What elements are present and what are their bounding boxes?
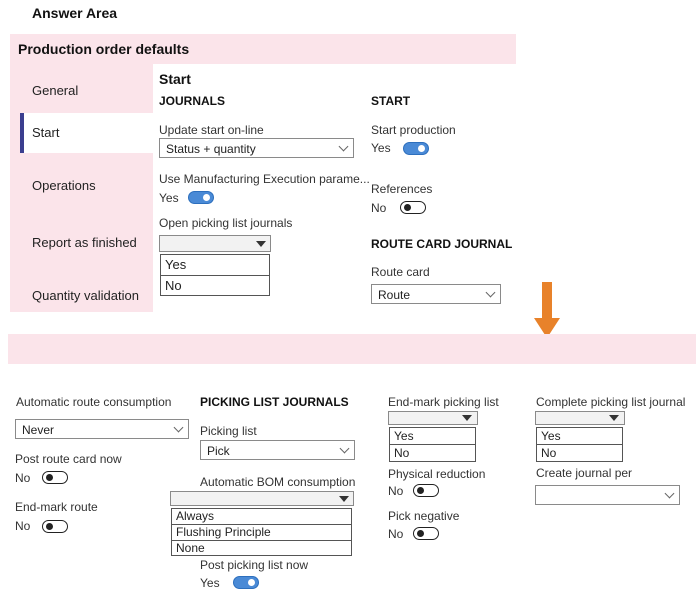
references-toggle[interactable] xyxy=(400,201,426,214)
update-start-select[interactable] xyxy=(159,138,354,158)
create-journal-select[interactable] xyxy=(535,485,680,505)
auto-route-select[interactable] xyxy=(15,419,189,439)
route-card-label: Route card xyxy=(371,265,430,279)
open-picking-select[interactable] xyxy=(159,235,271,252)
option-yes[interactable]: Yes xyxy=(390,428,475,445)
post-picking-toggle[interactable] xyxy=(233,576,259,589)
physical-reduction-toggle[interactable] xyxy=(413,484,439,497)
post-route-toggle[interactable] xyxy=(42,471,68,484)
route-card-select[interactable] xyxy=(371,284,501,304)
dropdown-arrow-icon xyxy=(609,415,619,421)
panel-header xyxy=(10,34,516,64)
start-production-label: Start production xyxy=(371,123,456,137)
end-mark-route-value: No xyxy=(15,519,31,533)
route-card-value: Route xyxy=(378,288,411,302)
chevron-down-icon xyxy=(340,444,350,454)
option-no[interactable]: No xyxy=(165,278,182,293)
pick-negative-label: Pick negative xyxy=(388,509,460,523)
picking-list-label: Picking list xyxy=(200,424,257,438)
active-indicator xyxy=(20,113,24,153)
pick-negative-toggle[interactable] xyxy=(413,527,439,540)
dropdown-arrow-icon xyxy=(339,496,349,502)
complete-picking-options xyxy=(536,427,623,462)
end-mark-route-label: End-mark route xyxy=(15,500,98,514)
nav-operations[interactable]: Operations xyxy=(32,178,96,193)
post-route-value: No xyxy=(15,471,31,485)
nav-report-as-finished[interactable]: Report as finished xyxy=(32,235,137,250)
option-no[interactable]: No xyxy=(541,446,557,460)
nav-general[interactable]: General xyxy=(32,83,79,98)
nav-quantity-validation[interactable]: Quantity validation xyxy=(32,288,139,303)
post-picking-value: Yes xyxy=(200,576,220,590)
physical-reduction-value: No xyxy=(388,484,404,498)
toggle-knob xyxy=(404,204,411,211)
auto-route-value: Never xyxy=(22,423,55,437)
use-mes-label: Use Manufacturing Execution parame... xyxy=(159,172,370,186)
toggle-knob xyxy=(418,145,425,152)
option-no[interactable]: No xyxy=(394,446,410,460)
down-arrow-icon xyxy=(534,282,560,340)
chevron-down-icon xyxy=(339,142,349,152)
use-mes-toggle[interactable] xyxy=(188,191,214,204)
toggle-knob xyxy=(417,530,424,537)
complete-picking-label: Complete picking list journal xyxy=(536,395,686,409)
picking-list-value: Pick xyxy=(207,444,230,458)
use-mes-value: Yes xyxy=(159,191,179,205)
toggle-knob xyxy=(248,579,255,586)
picking-heading: PICKING LIST JOURNALS xyxy=(200,395,349,409)
start-production-toggle[interactable] xyxy=(403,142,429,155)
dropdown-arrow-icon xyxy=(462,415,472,421)
picking-list-select[interactable] xyxy=(200,440,355,460)
open-picking-options xyxy=(160,254,270,296)
auto-bom-label: Automatic BOM consumption xyxy=(200,475,356,489)
pick-negative-value: No xyxy=(388,527,404,541)
toggle-knob xyxy=(46,523,53,530)
option-always[interactable]: Always xyxy=(172,509,351,525)
option-flushing-principle[interactable]: Flushing Principle xyxy=(172,525,351,541)
toggle-knob xyxy=(46,474,53,481)
physical-reduction-label: Physical reduction xyxy=(388,467,486,481)
journals-heading: JOURNALS xyxy=(159,94,226,108)
post-picking-label: Post picking list now xyxy=(200,558,309,572)
answer-area-title: Answer Area xyxy=(32,5,118,21)
end-mark-route-toggle[interactable] xyxy=(42,520,68,533)
lower-header-bar xyxy=(8,334,696,364)
chevron-down-icon xyxy=(486,288,496,298)
update-start-label: Update start on-line xyxy=(159,123,264,137)
toggle-knob xyxy=(417,487,424,494)
open-picking-label: Open picking list journals xyxy=(159,216,293,230)
route-card-heading: ROUTE CARD JOURNAL xyxy=(371,237,513,251)
auto-route-label: Automatic route consumption xyxy=(16,395,172,409)
post-route-label: Post route card now xyxy=(15,452,122,466)
auto-bom-select[interactable] xyxy=(170,491,354,506)
option-yes[interactable]: Yes xyxy=(537,428,622,445)
end-mark-picking-label: End-mark picking list xyxy=(388,395,499,409)
nav-start[interactable]: Start xyxy=(32,125,60,140)
option-yes[interactable]: Yes xyxy=(161,255,269,276)
start-heading: START xyxy=(371,94,411,108)
references-label: References xyxy=(371,182,433,196)
start-production-value: Yes xyxy=(371,141,391,155)
create-journal-label: Create journal per xyxy=(536,466,633,480)
dropdown-arrow-icon xyxy=(256,241,266,247)
update-start-value: Status + quantity xyxy=(166,142,256,156)
toggle-knob xyxy=(203,194,210,201)
end-mark-picking-options xyxy=(389,427,476,462)
references-value: No xyxy=(371,201,387,215)
end-mark-picking-select[interactable] xyxy=(388,411,478,425)
auto-bom-options xyxy=(171,508,352,556)
panel-title: Production order defaults xyxy=(18,41,190,57)
chevron-down-icon xyxy=(174,423,184,433)
complete-picking-select[interactable] xyxy=(535,411,625,425)
section-title: Start xyxy=(159,71,191,87)
chevron-down-icon xyxy=(665,489,675,499)
option-none[interactable]: None xyxy=(176,541,205,555)
